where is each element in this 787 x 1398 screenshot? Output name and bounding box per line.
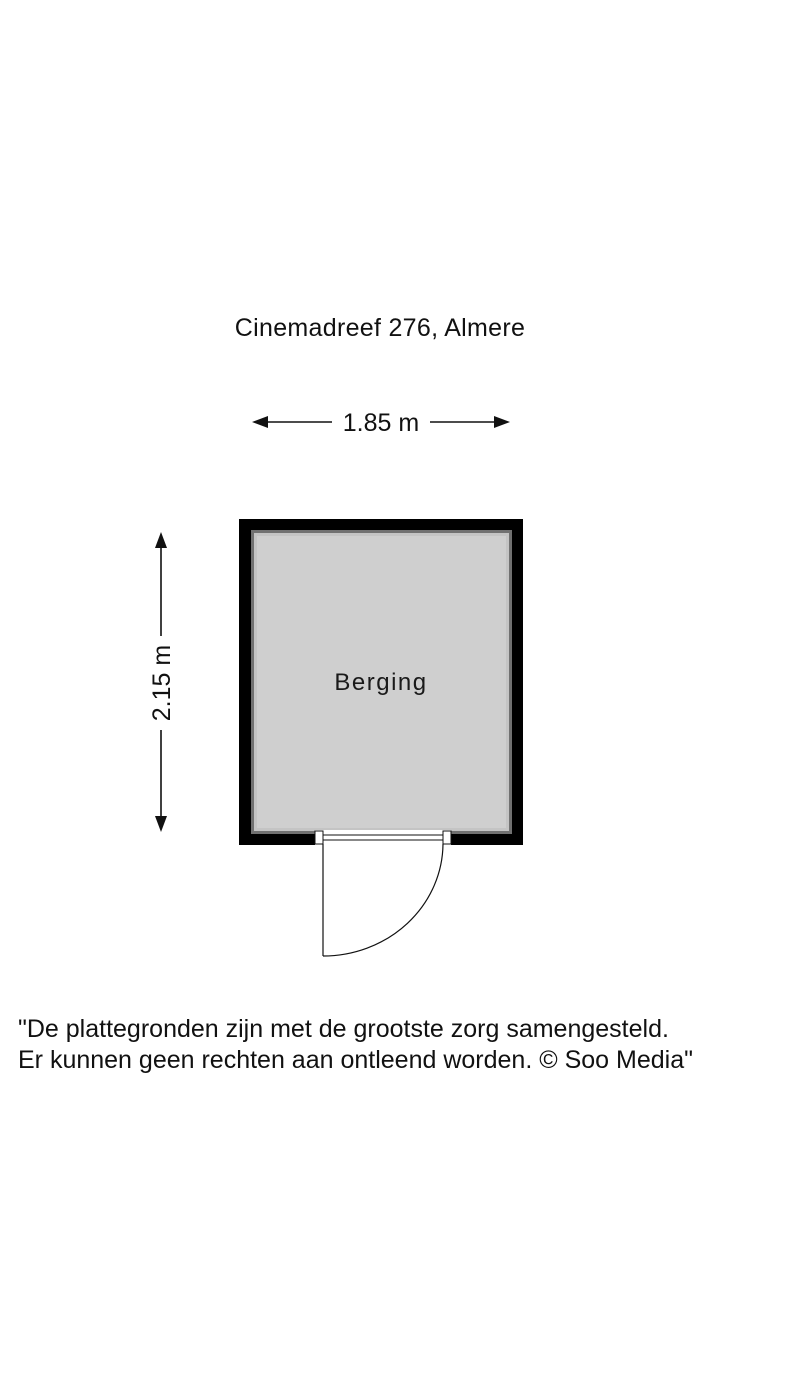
door-jamb-left: [315, 831, 323, 844]
door-opening: [315, 830, 451, 846]
arrow-down-icon: [155, 816, 167, 832]
disclaimer: [18, 1014, 778, 1076]
room-label: Berging: [334, 669, 428, 696]
arrow-right-icon: [494, 416, 510, 428]
address-title: Cinemadreef 276, Almere: [234, 314, 526, 342]
arrow-left-icon: [252, 416, 268, 428]
depth-dimension: [148, 532, 176, 832]
disclaimer-line-1: "De plattegronden zijn met de grootste zorg samengesteld.: [18, 1015, 669, 1043]
depth-label: 2.15 m: [148, 644, 176, 722]
door-jamb-right: [443, 831, 451, 844]
width-dimension: [252, 409, 510, 437]
arrow-up-icon: [155, 532, 167, 548]
room-berging: [239, 519, 523, 845]
door: [315, 830, 451, 956]
width-label: 1.85 m: [342, 409, 420, 437]
disclaimer-line-2: Er kunnen geen rechten aan ontleend worden. © Soo Media": [18, 1046, 693, 1074]
door-swing-arc: [323, 844, 443, 956]
